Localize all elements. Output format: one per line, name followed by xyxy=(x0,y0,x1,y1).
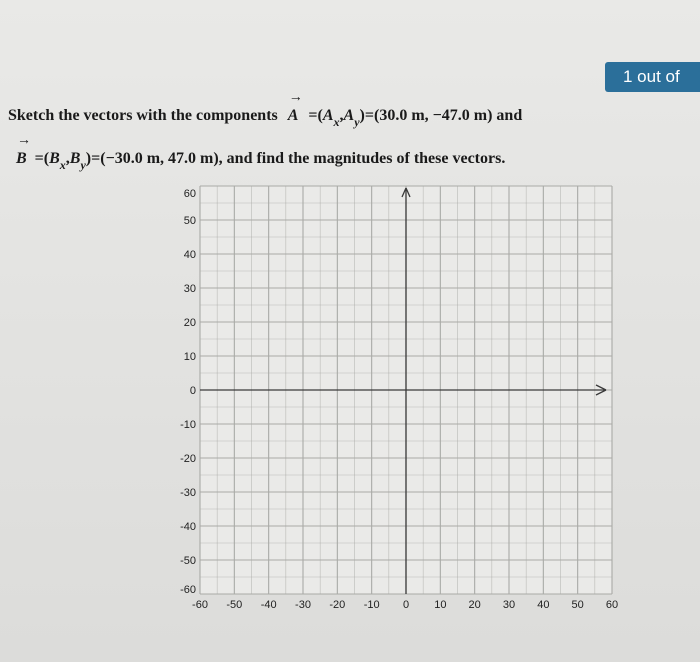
b-values: )=(−30.0 m, 47.0 m), and find the magnitudes of these vectors. xyxy=(85,150,506,167)
b-x-symbol: B xyxy=(49,150,60,167)
a-x-symbol: A xyxy=(322,107,334,124)
y-tick-label: -30 xyxy=(180,487,196,499)
x-tick-label: 50 xyxy=(571,599,584,611)
vector-a-eq: =( xyxy=(308,107,323,124)
x-tick-label: -60 xyxy=(192,599,208,611)
x-tick-label: -50 xyxy=(226,599,243,611)
x-tick-label: 30 xyxy=(502,599,516,611)
b-x-subscript: x xyxy=(59,158,66,172)
y-tick-label: 50 xyxy=(183,215,196,227)
y-tick-label: 60 xyxy=(183,188,196,200)
x-tick-label: -20 xyxy=(329,599,346,611)
vector-arrow-icon: → xyxy=(288,90,303,105)
y-tick-label: -60 xyxy=(180,584,196,596)
vector-b-eq: =( xyxy=(34,150,50,167)
vector-a-symbol: → A xyxy=(287,90,303,124)
x-tick-label: 0 xyxy=(402,599,410,611)
a-y-symbol: A xyxy=(343,107,355,124)
b-y-subscript: y xyxy=(80,158,86,172)
y-tick-label: -10 xyxy=(180,419,196,431)
question-prefix: Sketch the vectors with the components xyxy=(8,107,278,124)
vector-b-symbol: → B xyxy=(16,133,31,167)
y-tick-label: 40 xyxy=(183,249,196,261)
b-sep: , xyxy=(65,150,70,167)
x-tick-label: 40 xyxy=(537,599,550,611)
a-x-subscript: x xyxy=(333,115,340,129)
a-values: )=(30.0 m, −47.0 m) and xyxy=(359,107,523,124)
x-tick-label: -10 xyxy=(363,599,380,611)
x-tick-label: 10 xyxy=(434,599,447,611)
x-tick-label: -40 xyxy=(260,599,277,611)
b-y-symbol: B xyxy=(69,150,81,167)
y-tick-label: -40 xyxy=(180,521,196,533)
y-tick-label: -20 xyxy=(180,453,196,465)
score-label: 1 out of xyxy=(623,67,680,86)
y-tick-label: 20 xyxy=(183,317,196,329)
y-tick-label: 10 xyxy=(183,351,196,363)
x-tick-label: 20 xyxy=(468,599,481,611)
vector-arrow-icon: → xyxy=(17,133,31,148)
a-sep: , xyxy=(339,107,344,124)
y-tick-label: 30 xyxy=(183,283,196,295)
x-tick-label: -30 xyxy=(295,599,311,611)
a-y-subscript: y xyxy=(354,115,360,129)
x-tick-label: 60 xyxy=(605,599,619,611)
y-tick-label: 0 xyxy=(189,385,196,397)
y-tick-label: -50 xyxy=(180,555,196,567)
